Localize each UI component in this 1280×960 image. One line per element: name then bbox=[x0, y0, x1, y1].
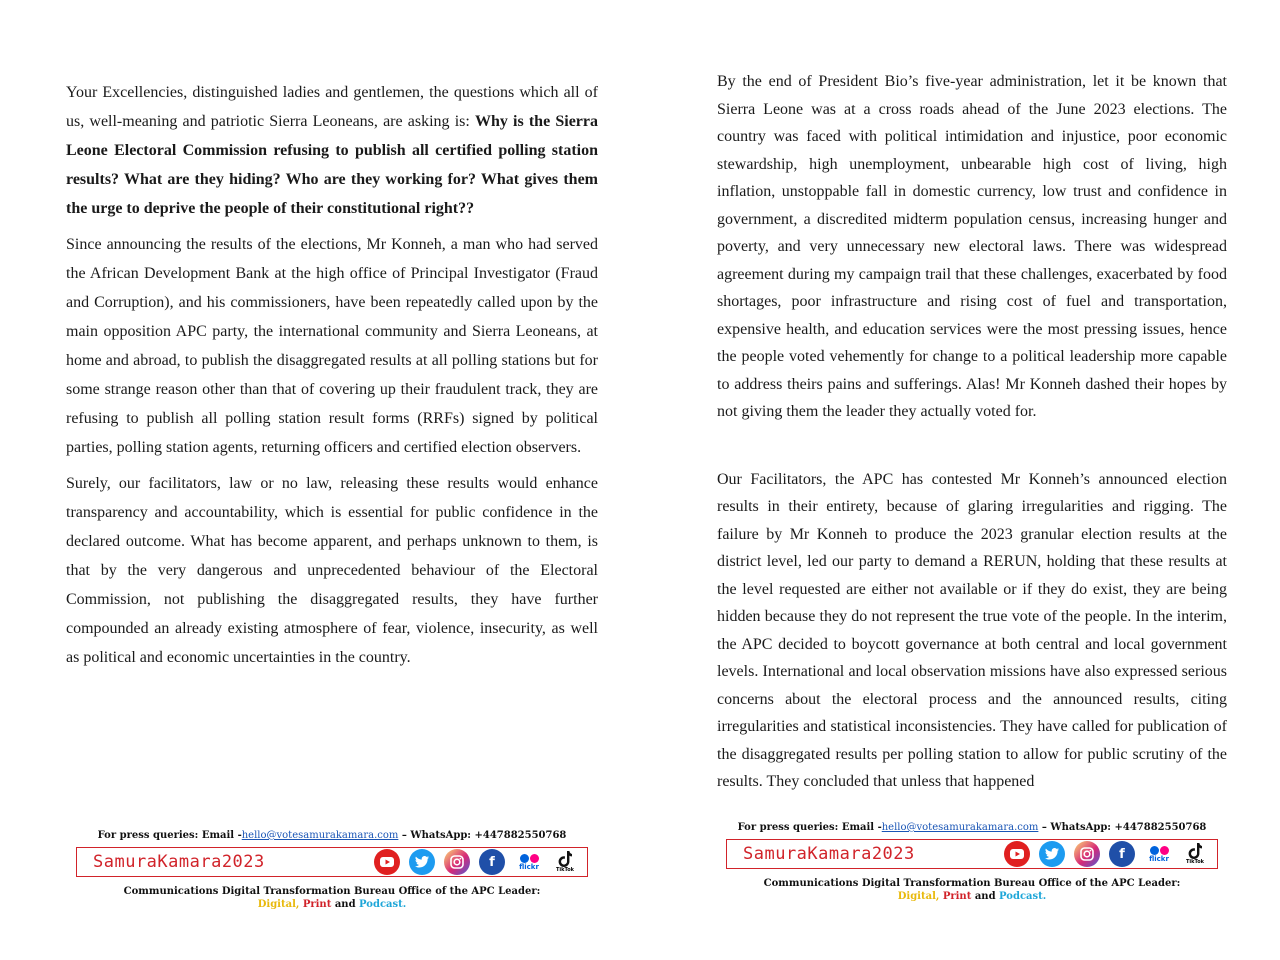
flickr-icon[interactable] bbox=[1144, 841, 1174, 867]
paragraph: Since announcing the results of the elections, Mr Konneh, a man who had served the African Development Bank at the high office of Principal Investigator (Fraud and Corruption), and his commissioners, have been repeatedly called upon by the main opposition APC party, the international community and Sierra Leoneans, at home and abroad, to publish the disaggregated results at all polling stations but for some strange reason other than that of covering up their fraudulent track, they are refusing to publish all polling station result forms (RRFs) signed by political parties, polling station agents, returning officers and certified election observers. bbox=[66, 236, 598, 456]
flickr-label: flickr bbox=[1149, 854, 1169, 863]
paragraph: By the end of President Bio’s five-year administration, let it be known that Sierra Leone was at a cross roads ahead of the June 2023 elections. The country was faced with political intimidation and injustice, poor economic stewardship, high unemployment, unbearable high cost of living, high inflation, unstoppable fall in domestic currency, low trust and confidence in government, a discredited midterm population census, increasing hunger and poverty, and very unnecessary new electoral laws. There was widespread agreement during my campaign trail that these challenges, exacerbated by food shortages, poor infrastructure and rising cost of fuel and transportation, expensive health, and education services were the most pressing issues, hence the people voted vehemently for change to a political leadership more capable to address theirs pains and sufferings. Alas! Mr Konneh dashed their hopes by not giving them the leader they actually voted for. bbox=[717, 73, 1227, 420]
press-label: For press queries: Email - bbox=[97, 830, 242, 841]
tag-print: Print bbox=[302, 899, 332, 910]
brand-name: SamuraKamara2023 bbox=[743, 844, 915, 864]
bureau-line: Communications Digital Transformation Bureau Office of the APC Leader: bbox=[763, 878, 1181, 889]
social-icons bbox=[374, 849, 577, 875]
right-page bbox=[640, 0, 1280, 960]
paragraph: Surely, our facilitators, law or no law, releasing these results would enhance transparency and accountability, which is essential for public confidence in the declared outcome. What has become apparent, and perhaps unknown to them, is that by the very dangerous and unprecedented behaviour of the Electoral Commission, not publishing the disaggregated results, they have further compounded an already existing atmosphere of fear, violence, insecurity, as well as political and economic uncertainties in the country. bbox=[66, 475, 598, 666]
flickr-icon[interactable] bbox=[514, 849, 544, 875]
brand-name: SamuraKamara2023 bbox=[93, 852, 265, 872]
tiktok-label: TikTok bbox=[1186, 859, 1204, 865]
media-tags bbox=[726, 890, 1218, 903]
left-body-text bbox=[66, 78, 598, 679]
facebook-icon[interactable]: f bbox=[1109, 841, 1135, 867]
tag-print: Print bbox=[942, 891, 972, 902]
tiktok-icon[interactable] bbox=[1183, 841, 1207, 867]
brand-banner bbox=[726, 839, 1218, 869]
tag-podcast: Podcast. bbox=[999, 891, 1047, 902]
email-link[interactable]: hello@votesamurakamara.com bbox=[241, 830, 399, 841]
tag-and: and bbox=[334, 899, 356, 910]
youtube-icon[interactable] bbox=[374, 849, 400, 875]
brand-banner bbox=[76, 847, 588, 877]
youtube-icon[interactable] bbox=[1004, 841, 1030, 867]
whatsapp-number: – WhatsApp: +447882550768 bbox=[1038, 822, 1207, 833]
tiktok-icon[interactable] bbox=[553, 849, 577, 875]
flickr-label: flickr bbox=[519, 862, 539, 871]
media-tags bbox=[76, 898, 588, 911]
tiktok-label: TikTok bbox=[556, 867, 574, 873]
tag-and: and bbox=[974, 891, 996, 902]
paragraph-text: Your Excellencies, distinguished ladies and gentlemen, the questions which all of us, well-meaning and patriotic Sierra Leoneans, are asking is: bbox=[66, 84, 598, 130]
paragraph: Our Facilitators, the APC has contested Mr Konneh’s announced election results in their entirety, because of glaring irregularities and rigging. The failure by Mr Konneh to produce the 2023 granular election results at the district level, led our party to demand a RERUN, holding that these results at the level requested are either not available or if they do exist, they are being hidden because they do not represent the true vote of the people. In the interim, the APC decided to boycott governance at both central and local government levels. International and local observation missions have also expressed serious concerns about the electoral process and the announced results, citing irregularities and statistical inconsistencies. They have called for publication of the disaggregated results per polling station to allow for public scrutiny of the results. They concluded that unless that happened bbox=[717, 470, 1227, 790]
press-queries bbox=[726, 822, 1218, 833]
bold-questions: Why is the Sierra Leone Electoral Commission refusing to publish all certified polling station results? What are they hiding? Who are they working for? What gives them the urge to deprive the people of their constitutional right?? bbox=[66, 113, 598, 217]
social-icons bbox=[1004, 841, 1207, 867]
instagram-icon[interactable] bbox=[1074, 841, 1100, 867]
whatsapp-number: – WhatsApp: +447882550768 bbox=[398, 830, 567, 841]
press-label: For press queries: Email - bbox=[737, 822, 882, 833]
facebook-icon[interactable]: f bbox=[479, 849, 505, 875]
paragraph bbox=[66, 78, 598, 223]
twitter-icon[interactable] bbox=[1039, 841, 1065, 867]
press-queries bbox=[76, 830, 588, 841]
right-body-text bbox=[717, 68, 1227, 796]
tag-digital: Digital, bbox=[897, 891, 940, 902]
instagram-icon[interactable] bbox=[444, 849, 470, 875]
tag-digital: Digital, bbox=[257, 899, 300, 910]
email-link[interactable]: hello@votesamurakamara.com bbox=[881, 822, 1039, 833]
footer bbox=[76, 830, 588, 911]
footer bbox=[726, 822, 1218, 903]
twitter-icon[interactable] bbox=[409, 849, 435, 875]
tag-podcast: Podcast. bbox=[359, 899, 407, 910]
bureau-line: Communications Digital Transformation Bureau Office of the APC Leader: bbox=[123, 886, 541, 897]
